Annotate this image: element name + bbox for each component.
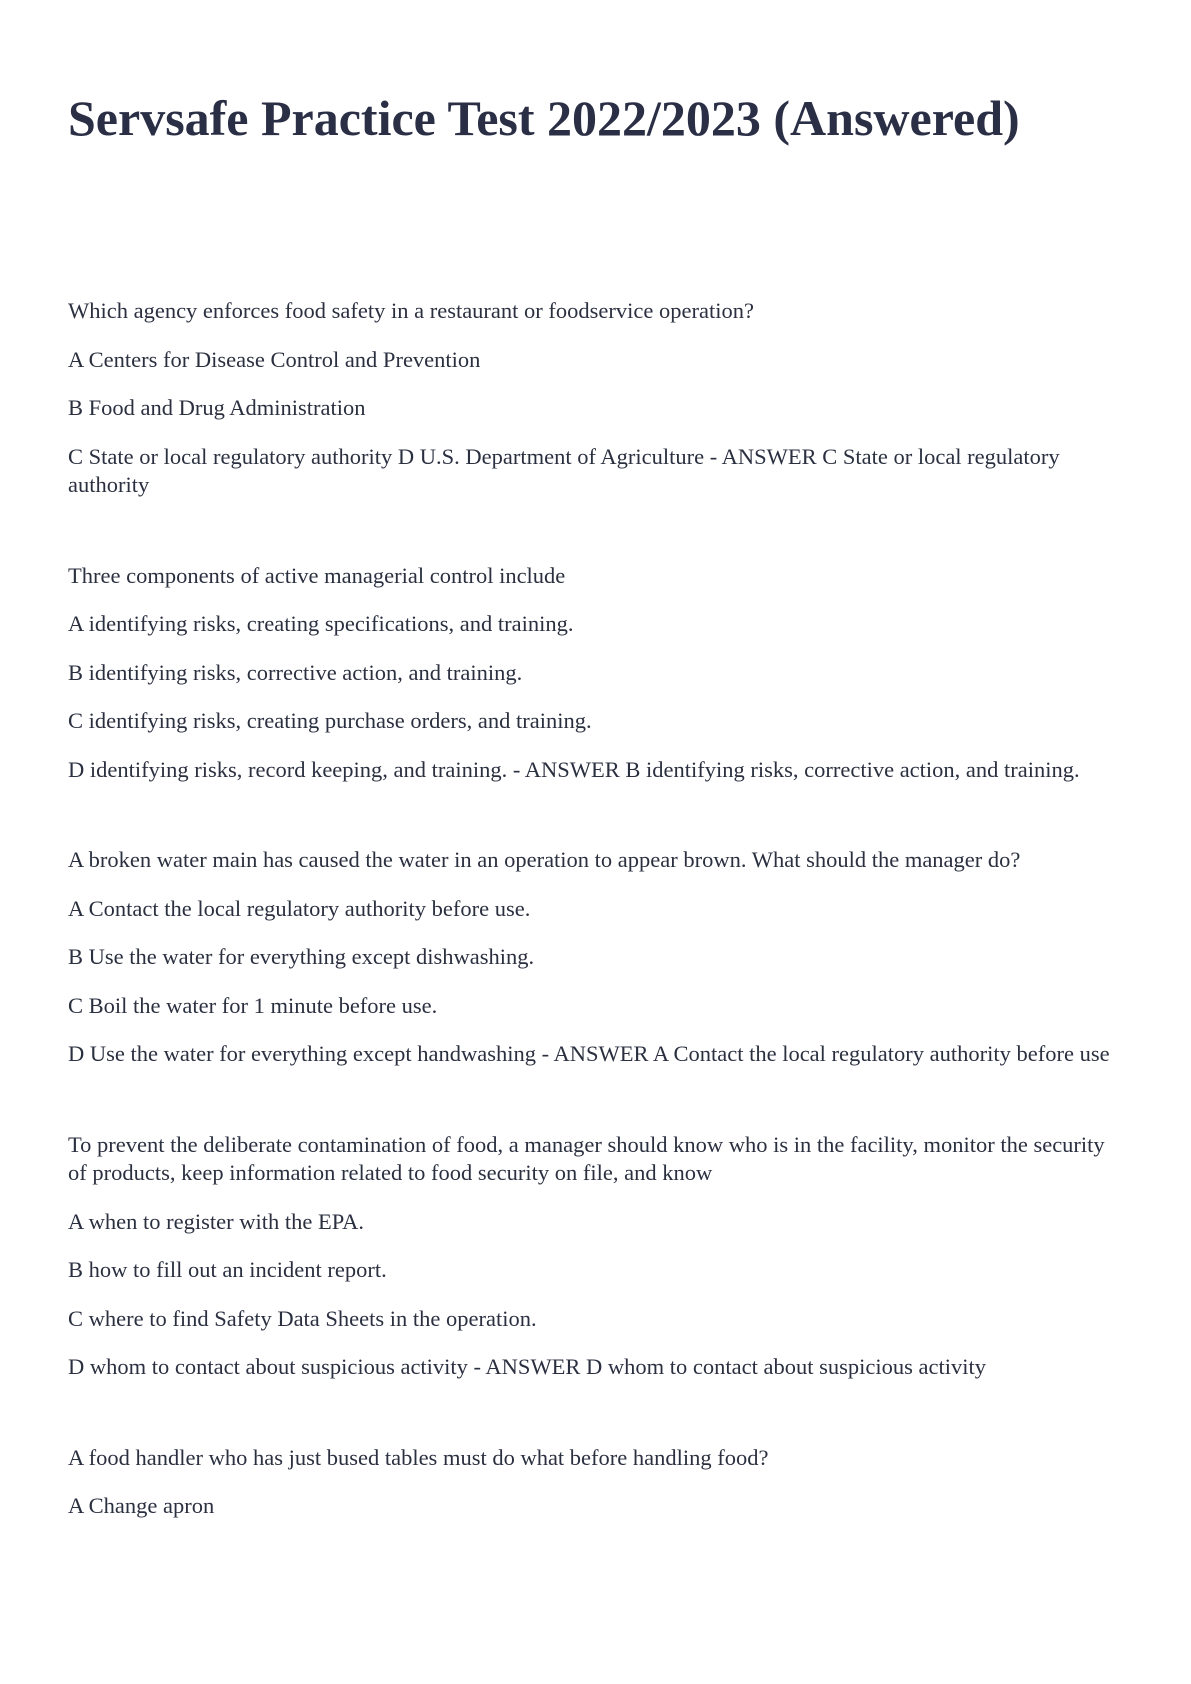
- question-block: [68, 1444, 1123, 1521]
- answer-option: C identifying risks, creating purchase orders, and training.: [68, 708, 592, 733]
- answer-option: C where to find Safety Data Sheets in the operation.: [68, 1305, 537, 1331]
- answer-option: B how to fill out an incident report.: [68, 1257, 387, 1282]
- answer-option: C State or local regulatory authority D U.S. Department of Agriculture - ANSWER C State or local regulatory authority: [68, 443, 1060, 497]
- question-text: To prevent the deliberate contamination of food, a manager should know who is in the facility, monitor the security of products, keep information related to food security on file, and know: [68, 1131, 1105, 1185]
- answer-option: B Food and Drug Administration: [68, 395, 366, 420]
- answer-option: A when to register with the EPA.: [68, 1208, 365, 1234]
- answer-option: A identifying risks, creating specifications, and training.: [68, 611, 574, 636]
- answer-option: A Contact the local regulatory authority before use.: [68, 895, 531, 921]
- answer-option: A Centers for Disease Control and Prevention: [68, 346, 481, 372]
- question-text: Three components of active managerial control include: [68, 562, 566, 588]
- answer-option: A Change apron: [68, 1493, 215, 1518]
- question-list: [68, 297, 1123, 1583]
- answer-option: D whom to contact about suspicious activity - ANSWER D whom to contact about suspicious activity: [68, 1354, 986, 1379]
- answer-option: D Use the water for everything except handwashing - ANSWER A Contact the local regulatory authority before use: [68, 1041, 1110, 1066]
- question-block: [68, 562, 1123, 785]
- answer-option: B identifying risks, corrective action, and training.: [68, 659, 523, 685]
- question-block: [68, 297, 1123, 500]
- question-block: [68, 1131, 1123, 1382]
- answer-option: B Use the water for everything except dishwashing.: [68, 944, 535, 969]
- question-text: A food handler who has just bused tables must do what before handling food?: [68, 1444, 769, 1470]
- question-block: [68, 846, 1123, 1069]
- question-text: A broken water main has caused the water in an operation to appear brown. What should the manager do?: [68, 847, 1021, 872]
- answer-option: C Boil the water for 1 minute before use.: [68, 992, 438, 1018]
- answer-option: D identifying risks, record keeping, and training. - ANSWER B identifying risks, corrective action, and training.: [68, 756, 1080, 782]
- document-title: Servsafe Practice Test 2022/2023 (Answered): [68, 90, 1020, 146]
- question-text: Which agency enforces food safety in a restaurant or foodservice operation?: [68, 298, 754, 323]
